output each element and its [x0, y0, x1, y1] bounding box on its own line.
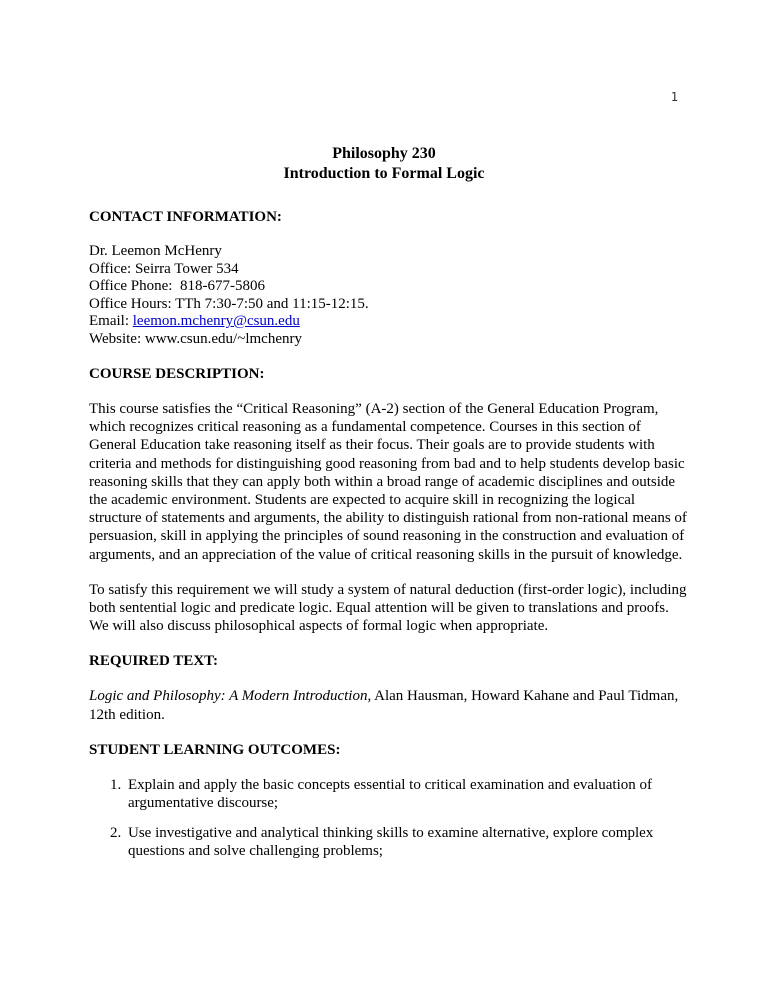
description-paragraph-1: This course satisfies the “Critical Reasoning” (A-2) section of the General Education Program, which recognizes critical reasoning as a fundamental competence. Courses in this section of General Education take reasoning itself as their focus. Their goals are to provide students with criteria and methods for distinguishing good reasoning from bad and to help students develop basic reasoning skills that they can apply both within a broad range of academic disciplines and outside the academic environment. Students are expected to acquire skill in recognizing the logical structure of statements and arguments, the ability to distinguish rational from non-rational means of persuasion, skill in applying the principles of sound reasoning in the construction and evaluation of arguments, and an appreciation of the value of critical reasoning skills in the pursuit of knowledge.: [89, 401, 687, 563]
office-location: Office: Seirra Tower 534: [89, 260, 239, 277]
description-section: [89, 365, 689, 635]
outcomes-section: [89, 741, 689, 861]
course-name: Introduction to Formal Logic: [283, 165, 485, 182]
email-link[interactable]: leemon.mchenry@csun.edu: [132, 313, 300, 329]
description-paragraph-2: To satisfy this requirement we will study a system of natural deduction (first-order logic), including both sentential logic and predicate logic. Equal attention will be given to translations and proofs. We will also discuss philosophical aspects of formal logic when appropriate.: [89, 581, 687, 635]
required-text-section: [89, 652, 689, 723]
required-text-citation: [89, 687, 689, 723]
outcomes-list: [89, 776, 689, 861]
outcomes-heading: STUDENT LEARNING OUTCOMES:: [89, 741, 341, 758]
contact-heading: CONTACT INFORMATION:: [89, 209, 282, 225]
office-phone: Office Phone: 818-677-5806: [89, 278, 265, 294]
description-heading: COURSE DESCRIPTION:: [89, 366, 265, 382]
email-line: [89, 313, 689, 331]
outcome-item: 2. Use investigative and analytical thinking skills to examine alternative, explore complex questions and solve challenging problems;: [125, 824, 669, 860]
document-title: [0, 144, 768, 184]
page-number: 1: [670, 90, 678, 104]
contact-section: [89, 208, 689, 348]
instructor-name: Dr. Leemon McHenry: [89, 243, 222, 259]
book-title: Logic and Philosophy: A Modern Introduction: [89, 688, 368, 705]
contact-details: [89, 243, 689, 348]
book-details: , Alan Hausman, Howard Kahane and Paul Tidman, 12th edition.: [89, 688, 679, 723]
document-body: [89, 208, 689, 873]
email-label: Email:: [89, 313, 133, 329]
outcome-item: 1. Explain and apply the basic concepts essential to critical examination and evaluation of argumentative discourse;: [125, 776, 669, 812]
course-number: Philosophy 230: [332, 145, 436, 162]
website: Website: www.csun.edu/~lmchenry: [89, 330, 302, 347]
required-text-heading: REQUIRED TEXT:: [89, 653, 219, 670]
office-hours: Office Hours: TTh 7:30-7:50 and 11:15-12:15.: [89, 295, 369, 312]
